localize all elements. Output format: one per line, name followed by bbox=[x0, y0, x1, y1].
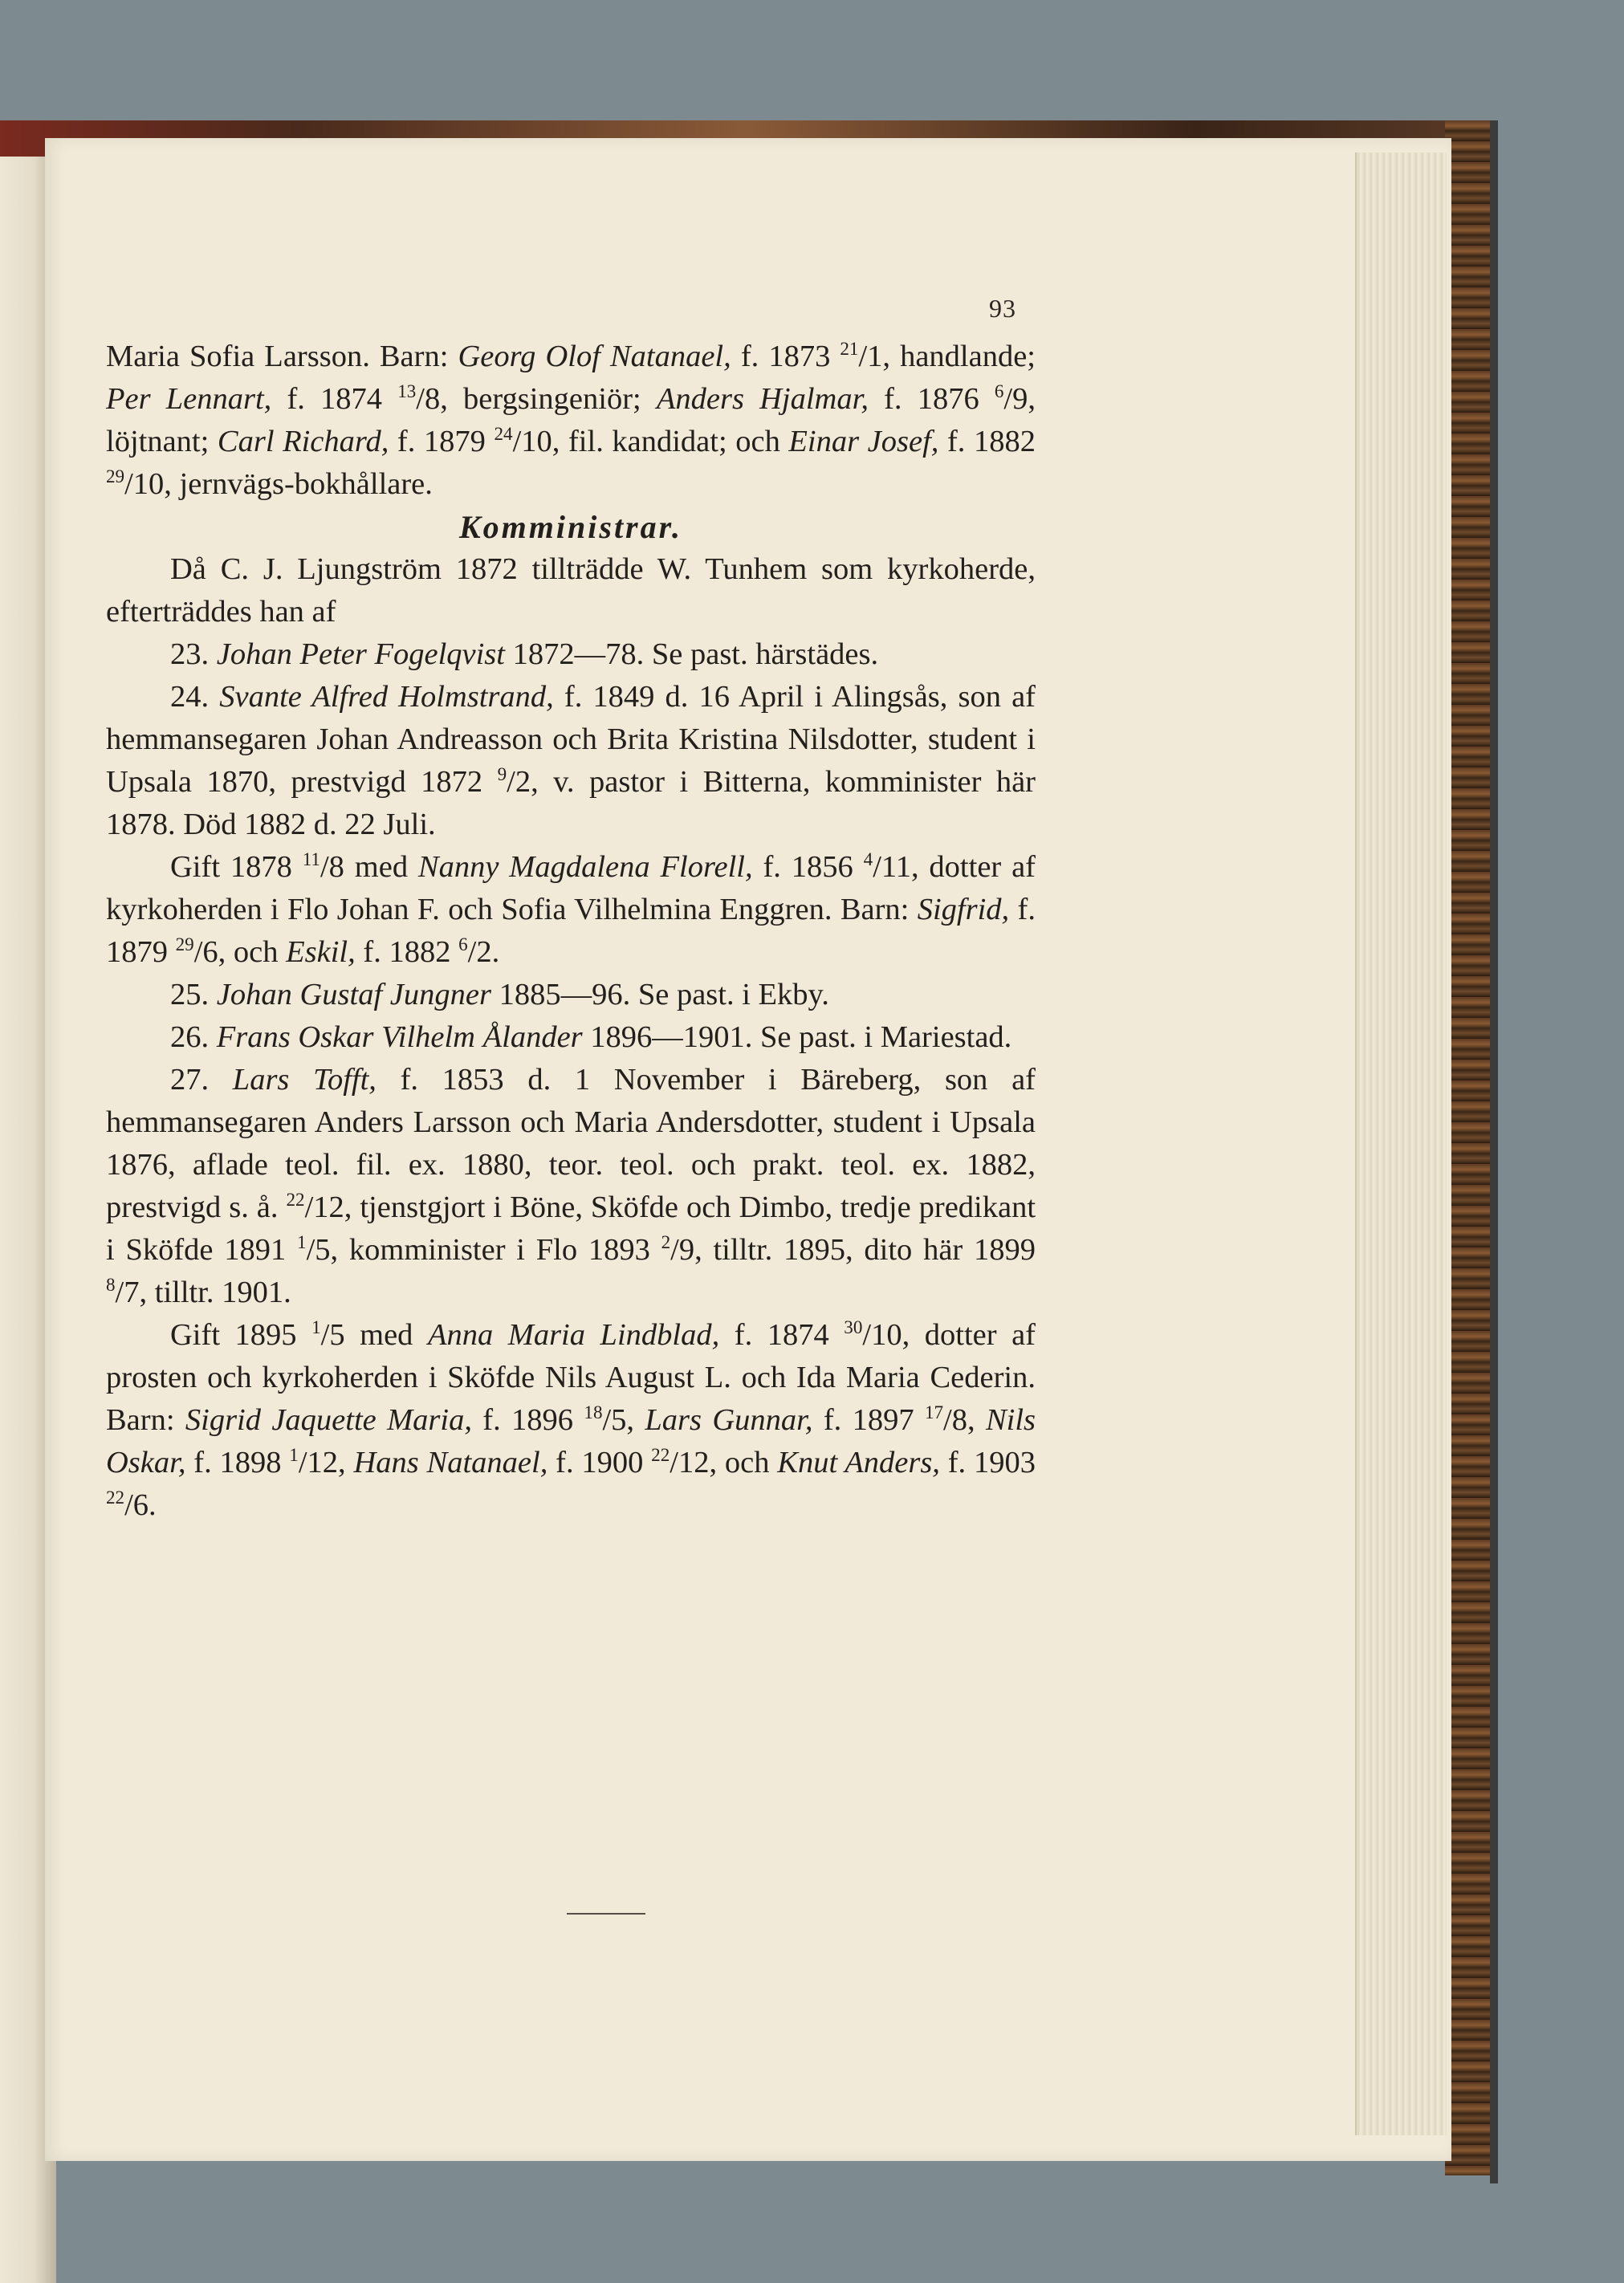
page-body bbox=[106, 336, 1036, 1527]
entry-24-marriage: Gift 1878 $^{11}$/8 med Nanny Magdalena Florell, f. 1856 $^4$/11, dotter af kyrkoherden i Flo Johan F. och Sofia Vilhelmina Enggren. Barn: Sigfrid, f. 1879 $^{29}$/6, och Eskil, f. 1882 $^6$/2. bbox=[106, 848, 1036, 969]
entry-23: 23. Johan Peter Fogelqvist 1872—78. Se past. härstädes. bbox=[170, 637, 879, 671]
entry-26: 26. Frans Oskar Vilhelm Ålander 1896—1901. Se past. i Mariestad. bbox=[170, 1020, 1012, 1054]
page-stack-edge bbox=[1355, 153, 1447, 2135]
entry-24: 24. Svante Alfred Holmstrand, f. 1849 d. 16 April i Alingsås, son af hemmansegaren Johan Andreasson och Brita Kristina Nilsdotter, student i Upsala 1870, prestvigd 1872 $^9$/2, v. pastor i Bitterna, komminister här 1878. Död 1882 d. 22 Juli. bbox=[106, 680, 1036, 841]
page-number: 93 bbox=[989, 294, 1016, 323]
entry-27: 27. Lars Tofft, f. 1853 d. 1 November i Bäreberg, son af hemmansegaren Anders Larsson och Maria Andersdotter, student i Upsala 1876, aflade teol. fil. ex. 1880, teor. teol. och prakt. teol. ex. 1882, prestvigd s. å. $^{22}$/12, tjenstgjort i Böne, Sköfde och Dimbo, tredje predikant i Sköfde 1891 $^1$/5, komminister i Flo 1893 $^2$/9, tilltr. 1895, dito här 1899 $^8$/7, tilltr. 1901. bbox=[106, 1063, 1036, 1309]
paragraph-intro: Då C. J. Ljungström 1872 tillträdde W. Tunhem som kyrkoherde, efterträddes han af bbox=[106, 552, 1036, 629]
paragraph-larsson-children: Maria Sofia Larsson. Barn: Georg Olof Natanael, f. 1873 $^{21}$/1, handlande; Per Lennart, f. 1874 $^{13}$/8, bergsingeniör; Anders Hjalmar, f. 1876 $^6$/9, löjtnant; Carl Richard, f. 1879 $^{24}$/10, fil. kandidat; och Einar Josef, f. 1882 $^{29}$/10, jernvägs-bokhållare. bbox=[106, 338, 1036, 501]
section-heading: Komministrar. bbox=[459, 509, 682, 545]
entry-27-marriage: Gift 1895 $^1$/5 med Anna Maria Lindblad, f. 1874 $^{30}$/10, dotter af prosten och kyrkoherden i Sköfde Nils August L. och Ida Maria Cederin. Barn: Sigrid Jaquette Maria, f. 1896 $^{18}$/5, Lars Gunnar, f. 1897 $^{17}$/8, Nils Oskar, f. 1898 $^1$/12, Hans Natanael, f. 1900 $^{22}$/12, och Knut Anders, f. 1903 $^{22}$/6. bbox=[106, 1316, 1036, 1522]
entry-25: 25. Johan Gustaf Jungner 1885—96. Se past. i Ekby. bbox=[170, 978, 829, 1011]
book-edge-shadow bbox=[1490, 120, 1498, 2183]
end-rule bbox=[567, 1913, 645, 1915]
book-edge-right bbox=[1445, 120, 1493, 2175]
